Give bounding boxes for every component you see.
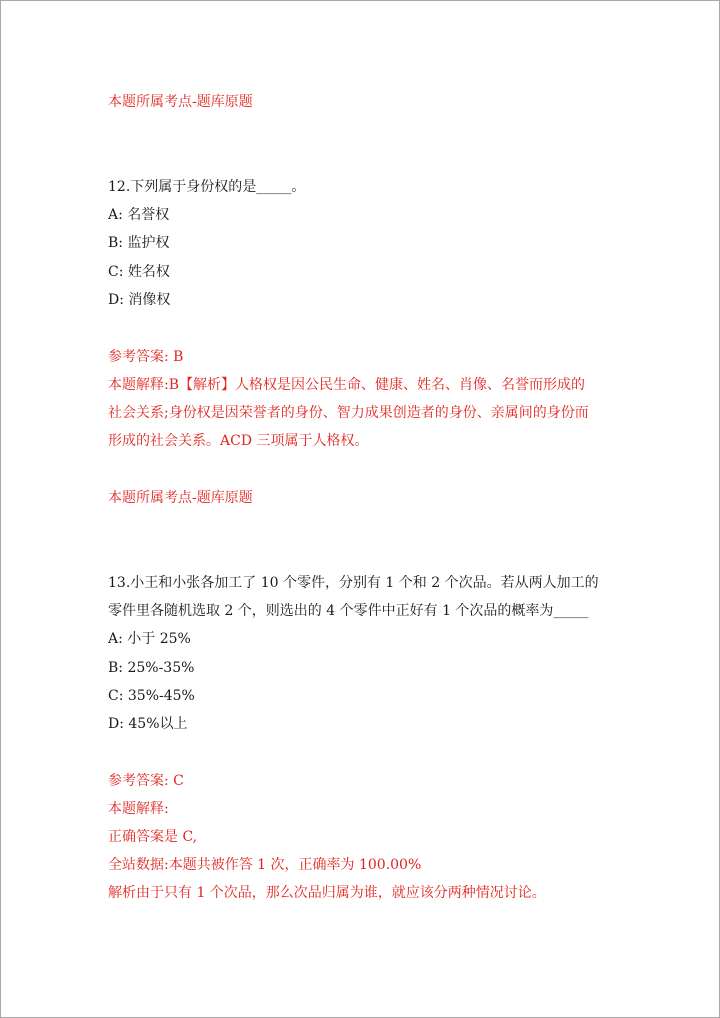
question-13-stem-line-2: 零件里各随机选取 2 个，则选出的 4 个零件中正好有 1 个次品的概率为_____ <box>108 603 589 619</box>
question-12-explanation-line-1: 本题解释:B【解析】人格权是因公民生命、健康、姓名、肖像、名誉而形成的 <box>108 377 586 393</box>
question-12-explanation-line-2: 社会关系;身份权是因荣誉者的身份、智力成果创造者的身份、亲属间的身份而 <box>108 405 589 421</box>
question-13-option-c: C: 35%-45% <box>108 688 195 704</box>
question-12-option-d: D: 消像权 <box>108 292 171 308</box>
question-12-stem: 12.下列属于身份权的是_____。 <box>108 179 306 195</box>
question-13-stats: 全站数据:本题共被作答 1 次，正确率为 100.00% <box>108 857 422 873</box>
question-13-option-d: D: 45%以上 <box>108 716 188 732</box>
question-13-answer: 参考答案: C <box>108 773 184 789</box>
source-tag-2: 本题所属考点-题库原题 <box>108 490 253 506</box>
question-13-correct-answer: 正确答案是 C, <box>108 829 198 845</box>
question-13-stem-line-1: 13.小王和小张各加工了 10 个零件，分别有 1 个和 2 个次品。若从两人加工的 <box>108 575 599 591</box>
question-13-analysis: 解析由于只有 1 个次品，那么次品归属为谁，就应该分两种情况讨论。 <box>108 885 546 901</box>
question-12-answer: 参考答案: B <box>108 349 184 365</box>
question-12-explanation-line-3: 形成的社会关系。ACD 三项属于人格权。 <box>108 433 369 449</box>
question-12-option-c: C: 姓名权 <box>108 264 170 280</box>
question-13-option-a: A: 小于 25% <box>108 631 191 647</box>
question-13-explanation-label: 本题解释: <box>108 801 169 817</box>
source-tag-1: 本题所属考点-题库原题 <box>108 94 253 110</box>
question-12-option-a: A: 名誉权 <box>108 207 170 223</box>
question-12-option-b: B: 监护权 <box>108 235 170 251</box>
question-13-option-b: B: 25%-35% <box>108 660 195 676</box>
